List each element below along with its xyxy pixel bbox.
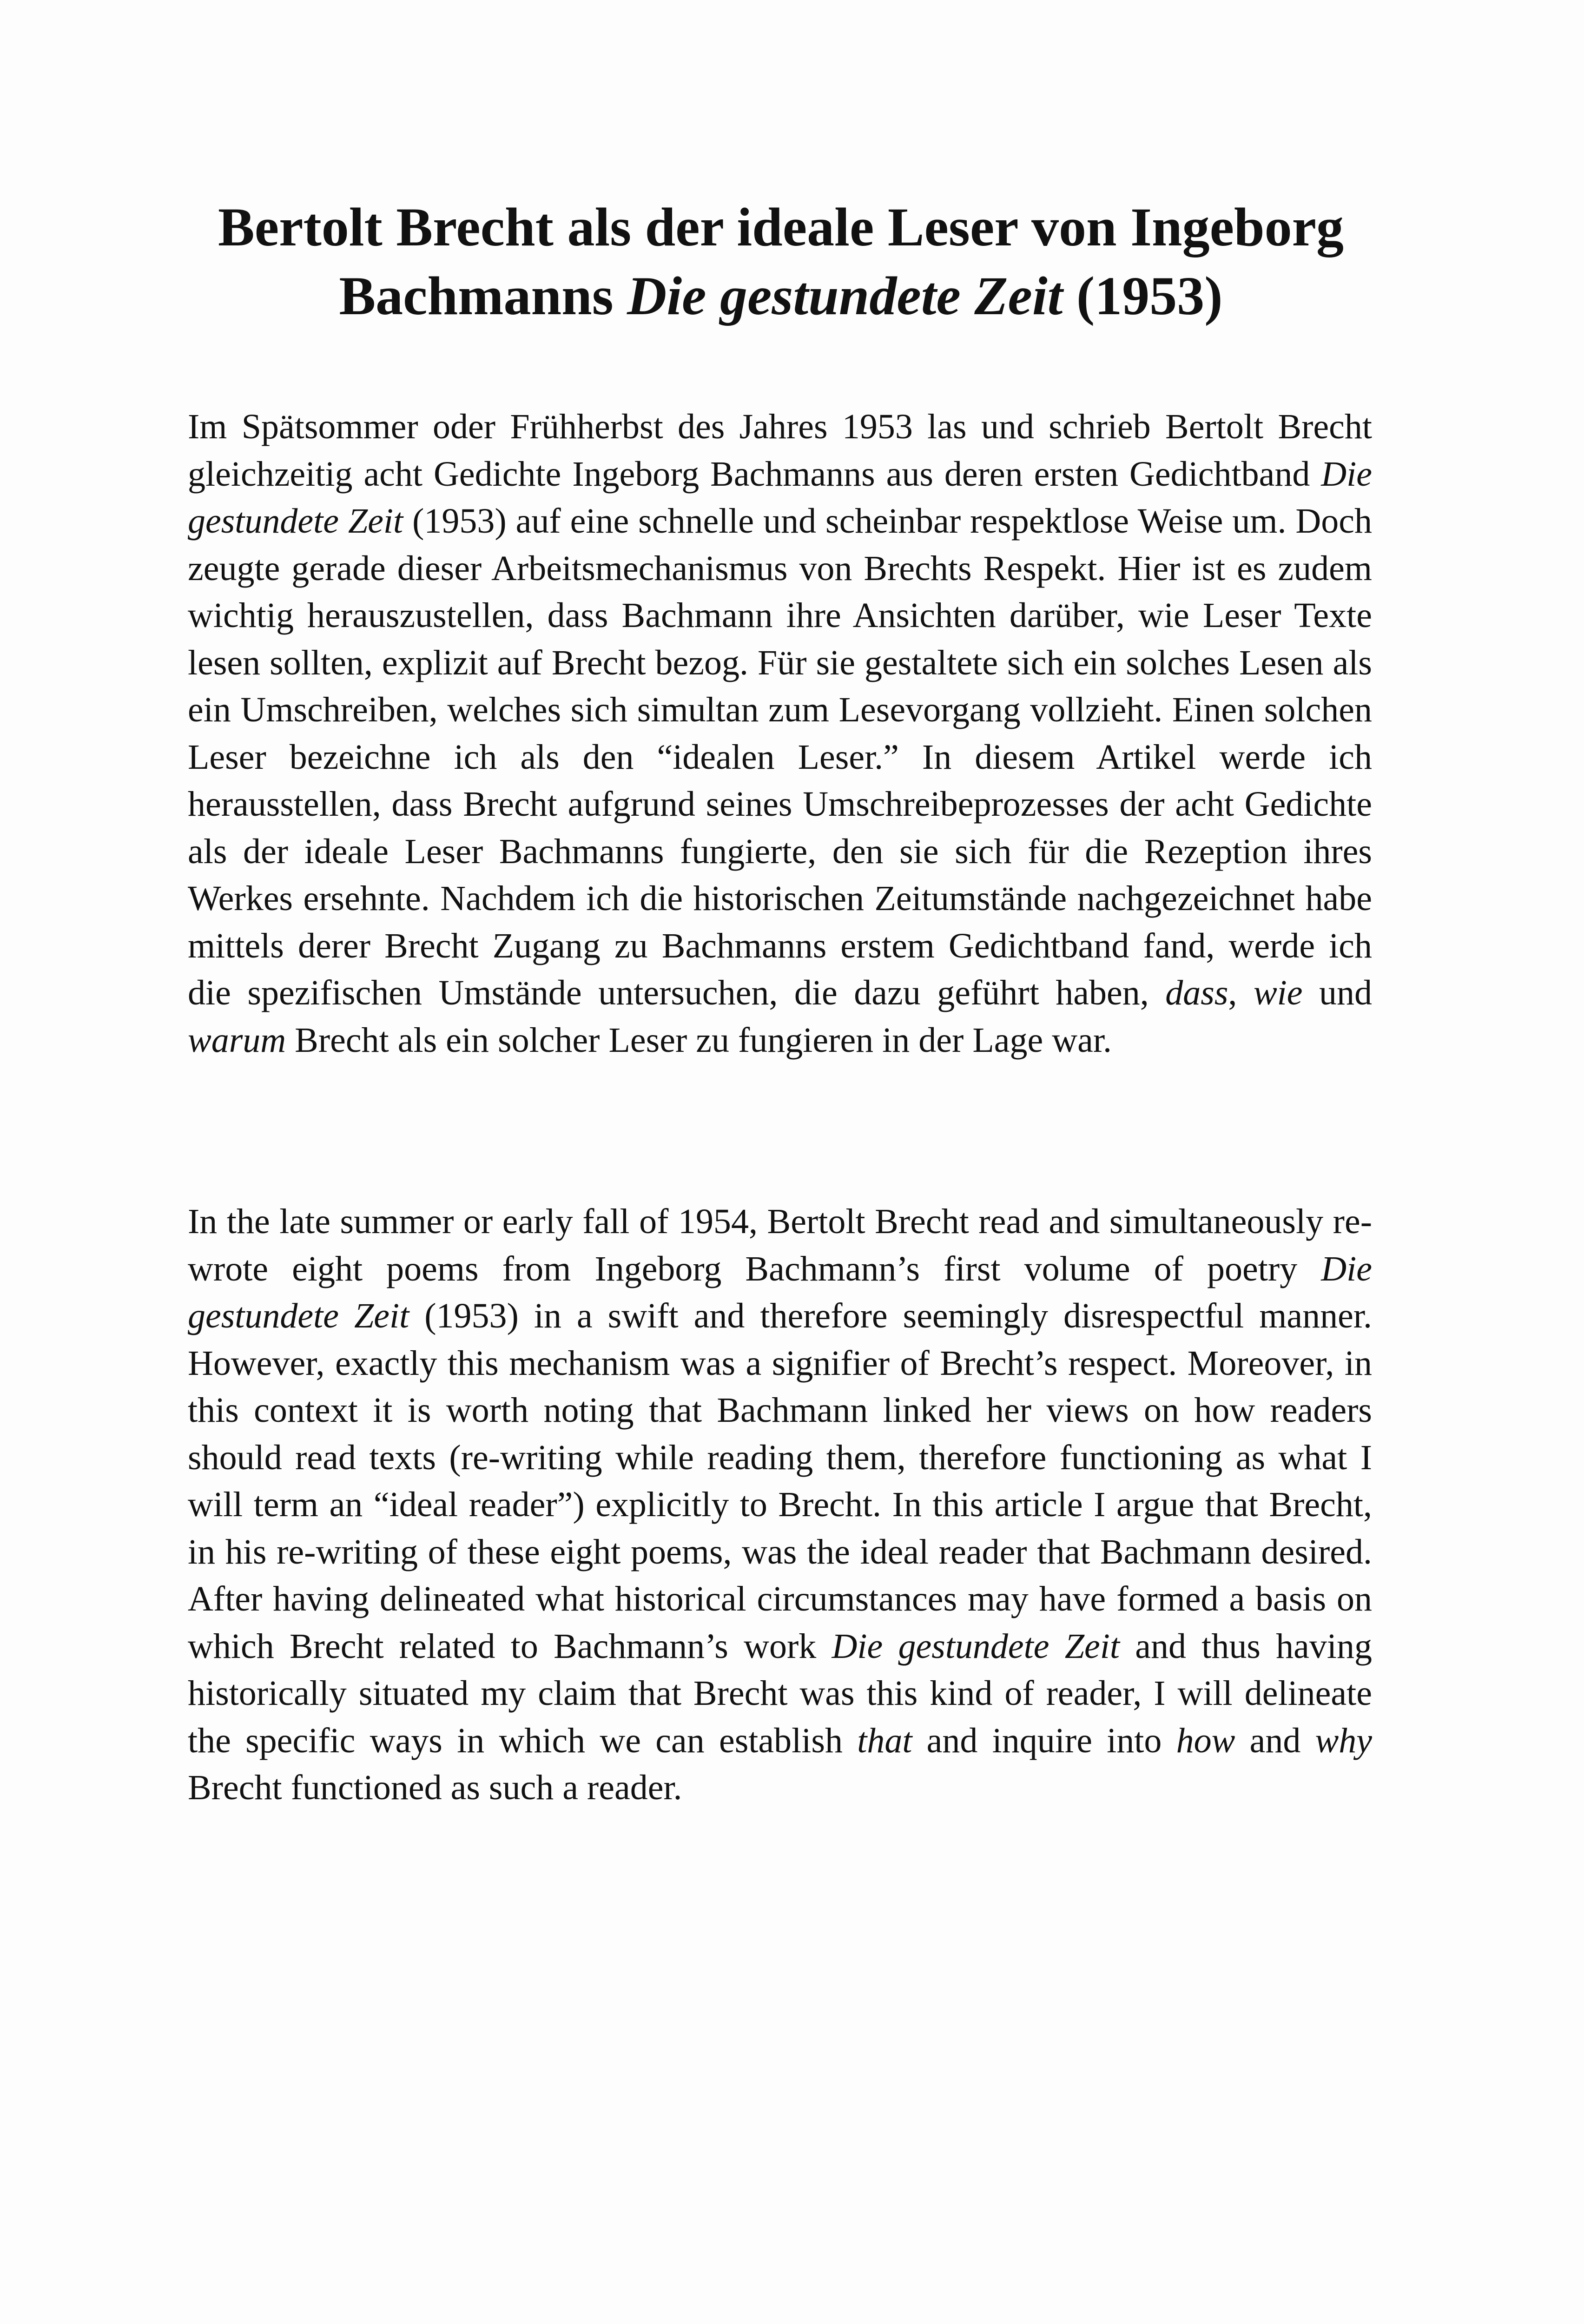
abstract-en-italic-2: Die gestundete Zeit	[832, 1626, 1120, 1666]
abstract-de-text-4: und	[1302, 973, 1373, 1012]
title-line-2-tail: (1953)	[1063, 265, 1223, 326]
article-title	[186, 193, 1376, 330]
abstract-en-italic-3: that	[857, 1721, 912, 1760]
abstract-de-italic-1: Die gestundete Zeit	[188, 454, 1372, 541]
title-line-2-lead: Bachmanns	[339, 265, 627, 326]
abstract-de-text-2: (1953) auf eine schnelle und scheinbar respektlose Weise um. Doch zeugte gerade dieser Arbeitsmechanismus von Brechts Respekt. Hier ist es zudem wichtig herauszustellen, dass Bachmann ihre Ansichten darüber, wie Leser Texte lesen sollten, explizit auf Brecht bezog. Für sie gestaltete sich ein solches Lesen als ein Umschreiben, welches sich simultan zum Lesevorgang vollzieht. Einen solchen Leser bezeichne ich als den “idealen Leser.” In diesem Artikel werde ich herausstellen, dass Brecht aufgrund seines Umschreibeprozesses der acht Gedichte als der ideale Leser Bachmanns fungierte, den sie sich für die Rezeption ihres Werkes ersehnte. Nachdem ich die historischen Zeitumstände nachgezeichnet habe mittels derer Brecht Zugang zu Bachmanns erstem Gedichtband fand, werde ich die spezifischen Umstände untersuchen, die dazu geführt haben,	[188, 502, 1372, 1012]
abstract-de-text-5: Brecht als ein solcher Leser zu fungieren in der Lage war.	[286, 1020, 1112, 1060]
abstract-de-italic-4: warum	[188, 1020, 286, 1060]
abstract-en-italic-1: Die gestundete Zeit	[188, 1249, 1372, 1335]
abstract-en-italic-5: why	[1315, 1721, 1373, 1760]
abstract-de-italic-3: wie	[1253, 973, 1303, 1012]
abstract-en-text-4: and inquire into	[912, 1721, 1176, 1760]
abstract-en-text-5: and	[1235, 1721, 1315, 1760]
abstract-en-text-6: Brecht functioned as such a reader.	[188, 1768, 682, 1807]
title-line-1: Bertolt Brecht als der ideale Leser von Ingeborg	[218, 197, 1344, 257]
abstract-de-text-1: Im Spätsommer oder Frühherbst des Jahres 1953 las und schrieb Bertolt Brecht gleichzeitig acht Gedichte Ingeborg Bachmanns aus deren ersten Gedichtband	[188, 407, 1372, 494]
abstract-en-text-3: and thus having historically situated my claim that Brecht was this kind of reader, I will delineate the specific ways in which we can establish	[188, 1626, 1373, 1760]
abstract-de-italic-2: dass	[1165, 973, 1228, 1012]
abstract-german	[188, 403, 1372, 1064]
title-line-2	[186, 262, 1376, 330]
abstract-en-text-2: (1953) in a swift and therefore seemingly disrespectful manner. However, exactly this mechanism was a signifier of Brecht’s respect. Moreover, in this context it is worth noting that Bachmann linked her views on how readers should read texts (re-writing while reading them, therefore functioning as what I will term an “ideal reader”) explicitly to Brecht. In this article I argue that Brecht, in his re-writing of these eight poems, was the ideal reader that Bachmann desired. After having delineated what historical circumstances may have formed a basis on which Brecht related to Bachmann’s work	[188, 1296, 1372, 1666]
abstract-en-text-1: In the late summer or early fall of 1954, Bertolt Brecht read and simultaneously re-wrote eight poems from Ingeborg Bachmann’s first volume of poetry	[188, 1202, 1372, 1288]
abstract-en-italic-4: how	[1176, 1721, 1235, 1760]
title-book-italic: Die gestundete Zeit	[627, 265, 1063, 326]
abstract-english	[188, 1198, 1372, 1812]
abstract-de-text-3: ,	[1228, 973, 1254, 1012]
